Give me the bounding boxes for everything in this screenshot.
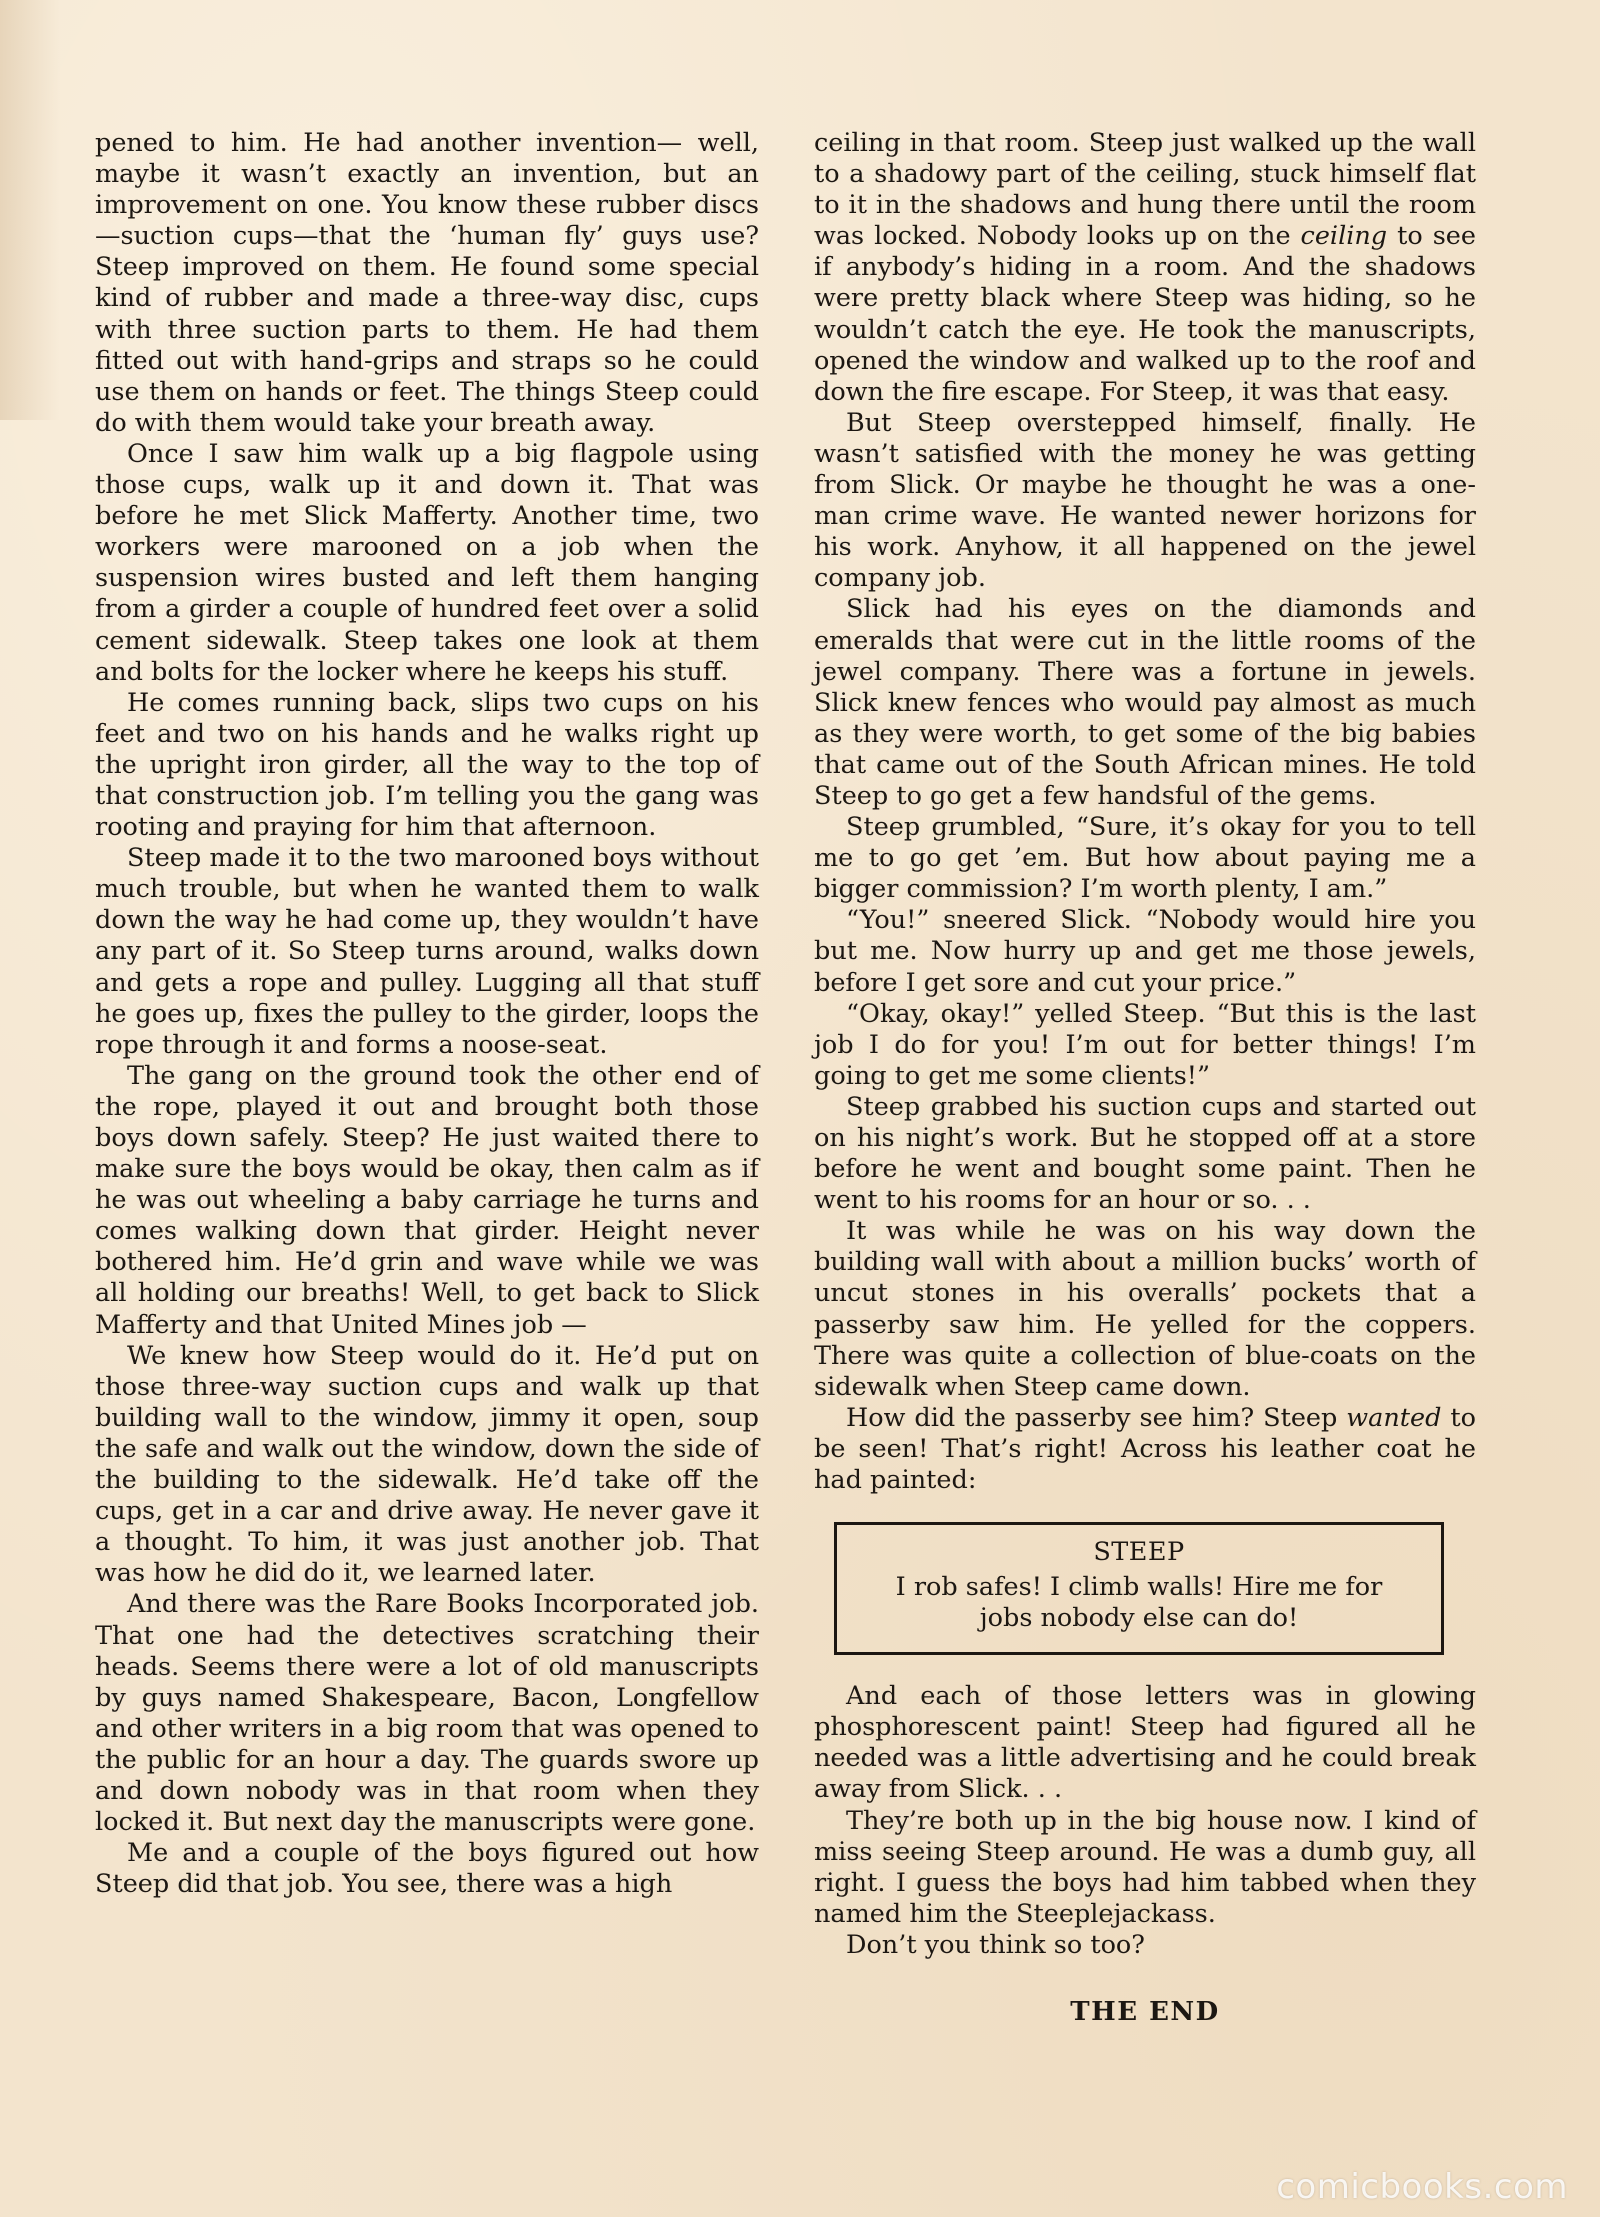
text-run: ceiling in that room. Steep just walked up the wall to a shadowy part of the ceiling, stuck himself flat to it in the shadows and hung there until the room was locked. Nobody looks up on the: [814, 128, 1476, 252]
sign-text: I rob safes! I climb walls! Hire me for jobs nobody else can do!: [895, 1572, 1383, 1634]
paragraph: “You!” sneered Slick. “Nobody would hire you but me. Now hurry up and get me those jewels, before I get sore and cut your price.”: [814, 905, 1476, 998]
left-column: [95, 128, 759, 1900]
paragraph: Steep made it to the two marooned boys without much trouble, but when he wanted them to walk down the way he had come up, they wouldn’t have any part of it. So Steep turns around, walks down and gets a rope and pulley. Lugging all that stuff he goes up, fixes the pulley to the girder, loops the rope through it and forms a noose-seat.: [95, 843, 759, 1060]
watermark: comicbooks.com: [1276, 2167, 1568, 2207]
sign-title: STEEP: [1093, 1537, 1185, 1568]
text-run: to see if anybody’s hiding in a room. And the shadows were pretty black where Steep was hiding, so he wouldn’t catch the eye. He took the manuscripts, opened the window and walked up to the roof and down the fire escape. For Steep, it was that easy.: [814, 221, 1476, 407]
paragraph: And there was the Rare Books Incorporated job. That one had the detectives scratching their heads. Seems there were a lot of old manuscripts by guys named Shakespeare, Bacon, Longfellow and other writers in a big room that was opened to the public for an hour a day. The guards swore up and down nobody was in that room when they locked it. But next day the manuscripts were gone.: [95, 1589, 759, 1838]
paragraph: It was while he was on his way down the building wall with about a million bucks’ worth of uncut stones in his overalls’ pockets that a passerby saw him. He yelled for the coppers. There was quite a collection of blue-coats on the sidewalk when Steep came down.: [814, 1216, 1476, 1402]
paragraph: They’re both up in the big house now. I kind of miss seeing Steep around. He was a dumb guy, all right. I guess the boys had him tabbed when they named him the Steeplejackass.: [814, 1805, 1476, 1929]
paragraph: And each of those letters was in glowing phosphorescent paint! Steep had figured all he needed was a little advertising and he could break away from Slick. . .: [814, 1681, 1476, 1805]
paragraph: “Okay, okay!” yelled Steep. “But this is the last job I do for you! I’m out for better things! I’m going to get me some clients!”: [814, 998, 1476, 1091]
emphasis-text: wanted: [1346, 1402, 1442, 1433]
paragraph: [814, 128, 1476, 408]
paragraph: Me and a couple of the boys figured out how Steep did that job. You see, there was a high: [95, 1838, 759, 1900]
paragraph: [814, 1403, 1476, 1496]
emphasis-text: ceiling: [1300, 221, 1388, 252]
paragraph: Slick had his eyes on the diamonds and emeralds that were cut in the little rooms of the jewel company. There was a fortune in jewels. Slick knew fences who would pay almost as much as they were worth, to get some of the big babies that came out of the South African mines. He told Steep to go get a few handsful of the gems.: [814, 594, 1476, 811]
the-end-label: THE END: [1070, 1996, 1220, 2027]
paragraph: We knew how Steep would do it. He’d put on those three-way suction cups and walk up that building wall to the window, jimmy it open, soup the safe and walk out the window, down the side of the building to the sidewalk. He’d take off the cups, get in a car and drive away. He never gave it a thought. To him, it was just another job. That was how he did do it, we learned later.: [95, 1340, 759, 1589]
paragraph: pened to him. He had another invention— well, maybe it wasn’t exactly an invention, but an improvement on one. You know these rubber discs—suction cups—that the ‘human fly’ guys use? Steep improved on them. He found some special kind of rubber and made a three-way disc, cups with three suction parts to them. He had them fitted out with hand-grips and straps so he could use them on hands or feet. The things Steep could do with them would take your breath away.: [95, 128, 759, 438]
paragraph: But Steep overstepped himself, finally. He wasn’t satisfied with the money he was getting from Slick. Or maybe he thought he was a one-man crime wave. He wanted newer horizons for his work. Anyhow, it all happened on the jewel company job.: [814, 407, 1476, 594]
right-column: [814, 128, 1476, 2028]
paragraph: Steep grabbed his suction cups and started out on his night’s work. But he stopped off at a store before he went and bought some paint. Then he went to his rooms for an hour or so. . .: [814, 1091, 1476, 1216]
paragraph: Don’t you think so too?: [846, 1929, 1145, 1960]
paragraph: Once I saw him walk up a big flagpole using those cups, walk up it and down it. That was before he met Slick Mafferty. Another time, two workers were marooned on a job when the suspension wires busted and left them hanging from a girder a couple of hundred feet over a solid cement sidewalk. Steep takes one look at them and bolts for the locker where he keeps his stuff.: [95, 438, 759, 687]
paragraph: He comes running back, slips two cups on his feet and two on his hands and he walks right up the upright iron girder, all the way to the top of that construction job. I’m telling you the gang was rooting and praying for him that afternoon.: [95, 687, 759, 843]
text-run: How did the passerby see him? Steep: [846, 1402, 1347, 1433]
page-edge-stain: [0, 0, 60, 420]
painted-sign-box: [834, 1522, 1444, 1655]
paragraph: Steep grumbled, “Sure, it’s okay for you to tell me to go get ’em. But how about paying me a bigger commission? I’m worth plenty, I am.”: [814, 812, 1476, 905]
text-run: to be seen! That’s right! Across his leather coat he had painted:: [814, 1402, 1476, 1496]
paragraph: The gang on the ground took the other end of the rope, played it out and brought both those boys down safely. Steep? He just waited there to make sure the boys would be okay, then calm as if he was out wheeling a baby carriage he turns and comes walking down that girder. Height never bothered him. He’d grin and wave while we was all holding our breaths! Well, to get back to Slick Mafferty and that United Mines job —: [95, 1060, 759, 1340]
